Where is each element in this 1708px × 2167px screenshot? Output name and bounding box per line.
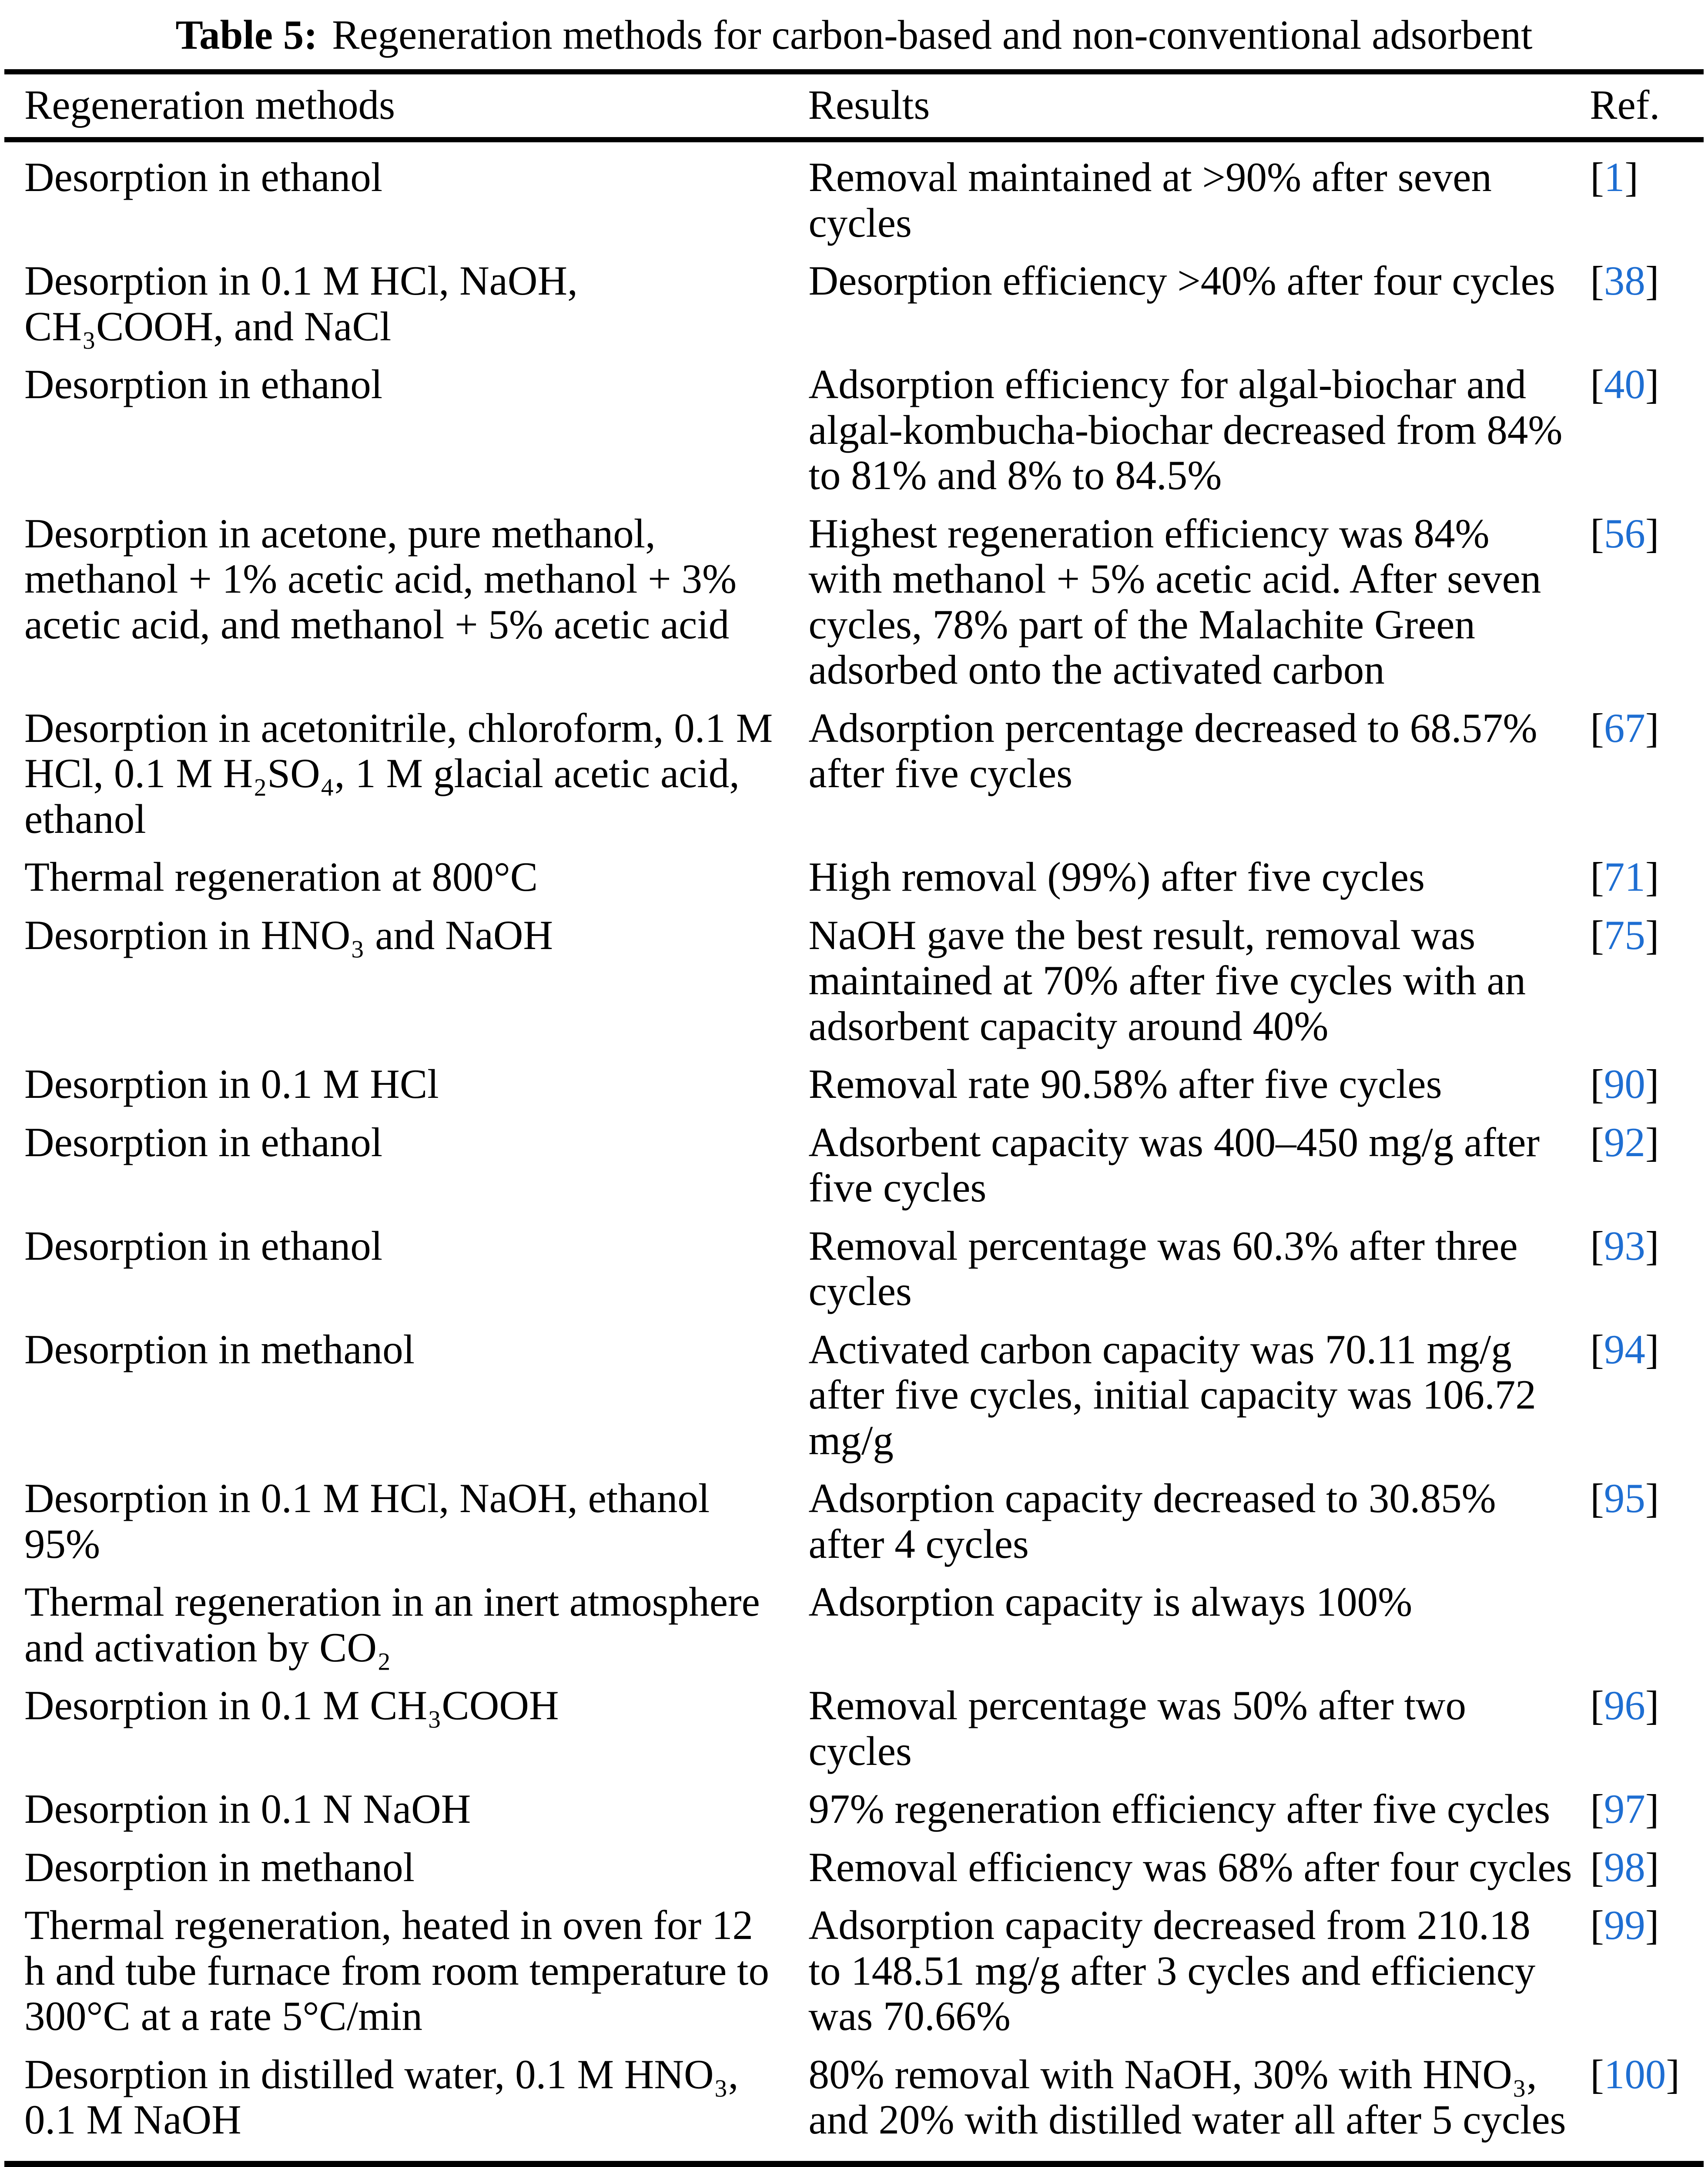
ref-bracket-close: ] [1645, 1786, 1659, 1832]
result-cell: Removal percentage was 50% after two cycles [808, 1682, 1466, 1774]
table-row [4, 2040, 1704, 2164]
ref-bracket-open: [ [1590, 1682, 1604, 1728]
table-row [4, 499, 1704, 693]
result-cell: NaOH gave the best result, removal was maintained at 70% after five cycles with an adsorbent capacity around 40% [808, 912, 1526, 1049]
ref-cell [1590, 1890, 1704, 2040]
ref-cell [1590, 349, 1704, 499]
table-row [4, 693, 1704, 842]
result-cell: Desorption efficiency >40% after four cycles [808, 258, 1555, 304]
method-cell: Desorption in methanol [24, 1844, 415, 1890]
method-cell: Desorption in ethanol [24, 1222, 383, 1269]
ref-number-link[interactable]: 96 [1604, 1682, 1645, 1728]
method-cell: Desorption in 0.1 M CH₃COOH [24, 1682, 559, 1728]
ref-bracket-open: [ [1590, 510, 1604, 557]
ref-cell [1590, 1211, 1704, 1315]
method-cell: Desorption in 0.1 M HCl, NaOH, ethanol 95% [24, 1475, 710, 1567]
ref-cell [1590, 246, 1704, 349]
ref-bracket-close: ] [1645, 1475, 1659, 1521]
table-caption-text: Regeneration methods for carbon-based and non-conventional adsorbent [332, 12, 1533, 58]
method-cell: Desorption in distilled water, 0.1 M HNO₃, 0.1 M NaOH [24, 2051, 739, 2143]
table-row [4, 1567, 1704, 1671]
ref-bracket-open: [ [1590, 2051, 1604, 2097]
ref-bracket-close: ] [1624, 154, 1639, 200]
ref-bracket-close: ] [1645, 912, 1659, 958]
ref-bracket-open: [ [1590, 361, 1604, 407]
method-cell: Desorption in acetone, pure methanol, methanol + 1% acetic acid, methanol + 3% acetic acid, and methanol + 5% acetic acid [24, 510, 737, 647]
result-cell: Adsorption efficiency for algal-biochar and algal-kombucha-biochar decreased from 84% to 81% and 8% to 84.5% [808, 361, 1563, 498]
ref-cell [1590, 499, 1704, 693]
result-cell: Adsorption percentage decreased to 68.57% after five cycles [808, 704, 1537, 796]
ref-bracket-close: ] [1645, 1061, 1659, 1107]
table-row [4, 349, 1704, 499]
ref-number-link[interactable]: 56 [1604, 510, 1645, 557]
ref-number-link[interactable]: 75 [1604, 912, 1645, 958]
ref-bracket-open: [ [1590, 912, 1604, 958]
ref-number-link[interactable]: 67 [1604, 704, 1645, 751]
ref-cell [1590, 1774, 1704, 1832]
method-cell: Desorption in ethanol [24, 1119, 383, 1165]
method-cell: Thermal regeneration in an inert atmosphere and activation by CO₂ [24, 1579, 760, 1671]
table-row [4, 140, 1704, 246]
column-header-results: Results [808, 72, 1590, 140]
regeneration-methods-table [4, 69, 1704, 2167]
table-row [4, 1049, 1704, 1107]
method-cell: Desorption in 0.1 M HCl [24, 1061, 439, 1107]
ref-bracket-open: [ [1590, 154, 1604, 200]
method-cell: Desorption in 0.1 N NaOH [24, 1786, 471, 1832]
ref-number-link[interactable]: 100 [1604, 2051, 1666, 2097]
ref-bracket-close: ] [1645, 258, 1659, 304]
ref-number-link[interactable]: 93 [1604, 1222, 1645, 1269]
ref-bracket-open: [ [1590, 1844, 1604, 1890]
result-cell: Removal rate 90.58% after five cycles [808, 1061, 1442, 1107]
ref-cell [1590, 1107, 1704, 1211]
ref-bracket-open: [ [1590, 704, 1604, 751]
ref-number-link[interactable]: 40 [1604, 361, 1645, 407]
table-row [4, 1832, 1704, 1891]
result-cell: Activated carbon capacity was 70.11 mg/g after five cycles, initial capacity was 106.72 mg/g [808, 1326, 1536, 1463]
ref-number-link[interactable]: 95 [1604, 1475, 1645, 1521]
ref-cell [1590, 140, 1704, 246]
result-cell: 97% regeneration efficiency after five cycles [808, 1786, 1551, 1832]
ref-number-link[interactable]: 94 [1604, 1326, 1645, 1372]
ref-bracket-open: [ [1590, 1475, 1604, 1521]
ref-cell [1590, 1832, 1704, 1891]
ref-number-link[interactable]: 97 [1604, 1786, 1645, 1832]
result-cell: Adsorption capacity is always 100% [808, 1579, 1413, 1625]
ref-bracket-open: [ [1590, 1786, 1604, 1832]
ref-number-link[interactable]: 99 [1604, 1902, 1645, 1948]
result-cell: High removal (99%) after five cycles [808, 854, 1425, 900]
column-header-ref: Ref. [1590, 72, 1704, 140]
ref-number-link[interactable]: 90 [1604, 1061, 1645, 1107]
ref-bracket-open: [ [1590, 1902, 1604, 1948]
table-row [4, 1315, 1704, 1464]
header-row [4, 72, 1704, 140]
ref-number-link[interactable]: 71 [1604, 854, 1645, 900]
method-cell: Desorption in ethanol [24, 361, 383, 407]
ref-bracket-close: ] [1645, 1119, 1659, 1165]
table-row [4, 1774, 1704, 1832]
ref-cell [1590, 1567, 1704, 1671]
ref-bracket-close: ] [1645, 1682, 1659, 1728]
ref-cell [1590, 1671, 1704, 1774]
ref-bracket-open: [ [1590, 1061, 1604, 1107]
ref-bracket-open: [ [1590, 1222, 1604, 1269]
ref-bracket-close: ] [1645, 1326, 1659, 1372]
table-body [4, 140, 1704, 2164]
column-header-regeneration-methods: Regeneration methods [4, 72, 808, 140]
method-cell: Desorption in HNO₃ and NaOH [24, 912, 553, 958]
result-cell: Removal maintained at >90% after seven cycles [808, 154, 1492, 246]
ref-cell [1590, 1315, 1704, 1464]
result-cell: Adsorption capacity decreased to 30.85% after 4 cycles [808, 1475, 1496, 1567]
result-cell: 80% removal with NaOH, 30% with HNO₃, and 20% with distilled water all after 5 cycles [808, 2051, 1566, 2143]
table-row [4, 1211, 1704, 1315]
ref-cell [1590, 693, 1704, 842]
result-cell: Adsorption capacity decreased from 210.18 to 148.51 mg/g after 3 cycles and efficiency was 70.66% [808, 1902, 1536, 2039]
table-row [4, 1463, 1704, 1567]
method-cell: Desorption in acetonitrile, chloroform, 0.1 M HCl, 0.1 M H₂SO₄, 1 M glacial acetic acid, ethanol [24, 704, 773, 842]
table-row [4, 1107, 1704, 1211]
method-cell: Desorption in methanol [24, 1326, 415, 1372]
method-cell: Desorption in ethanol [24, 154, 383, 200]
method-cell: Thermal regeneration at 800°C [24, 854, 538, 900]
ref-bracket-close: ] [1645, 704, 1659, 751]
ref-bracket-close: ] [1645, 1902, 1659, 1948]
ref-cell [1590, 2040, 1704, 2164]
ref-bracket-open: [ [1590, 1119, 1604, 1165]
ref-bracket-close: ] [1645, 854, 1659, 900]
ref-cell [1590, 900, 1704, 1050]
ref-number-link[interactable]: 98 [1604, 1844, 1645, 1890]
result-cell: Removal percentage was 60.3% after three cycles [808, 1222, 1518, 1314]
result-cell: Adsorbent capacity was 400–450 mg/g after five cycles [808, 1119, 1540, 1211]
method-cell: Thermal regeneration, heated in oven for 12 h and tube furnace from room temperature to 300°C at a rate 5°C/min [24, 1902, 769, 2039]
ref-bracket-close: ] [1666, 2051, 1680, 2097]
result-cell: Highest regeneration efficiency was 84% with methanol + 5% acetic acid. After seven cycles, 78% part of the Malachite Green adsorbed onto the activated carbon [808, 510, 1541, 693]
ref-cell [1590, 1049, 1704, 1107]
result-cell: Removal efficiency was 68% after four cycles [808, 1844, 1572, 1890]
table-row [4, 842, 1704, 900]
ref-bracket-open: [ [1590, 1326, 1604, 1372]
table-caption-label: Table 5: [175, 12, 318, 58]
ref-bracket-close: ] [1645, 1844, 1659, 1890]
table-row [4, 246, 1704, 349]
ref-bracket-close: ] [1645, 1222, 1659, 1269]
ref-number-link[interactable]: 38 [1604, 258, 1645, 304]
ref-bracket-open: [ [1590, 258, 1604, 304]
ref-bracket-close: ] [1645, 361, 1659, 407]
ref-bracket-open: [ [1590, 854, 1604, 900]
method-cell: Desorption in 0.1 M HCl, NaOH, CH₃COOH, and NaCl [24, 258, 578, 349]
ref-cell [1590, 1463, 1704, 1567]
ref-bracket-close: ] [1645, 510, 1659, 557]
table-caption [4, 12, 1704, 58]
ref-cell [1590, 842, 1704, 900]
ref-number-link[interactable]: 92 [1604, 1119, 1645, 1165]
ref-number-link[interactable]: 1 [1604, 154, 1625, 200]
table-row [4, 1671, 1704, 1774]
table-row [4, 1890, 1704, 2040]
table-row [4, 900, 1704, 1050]
